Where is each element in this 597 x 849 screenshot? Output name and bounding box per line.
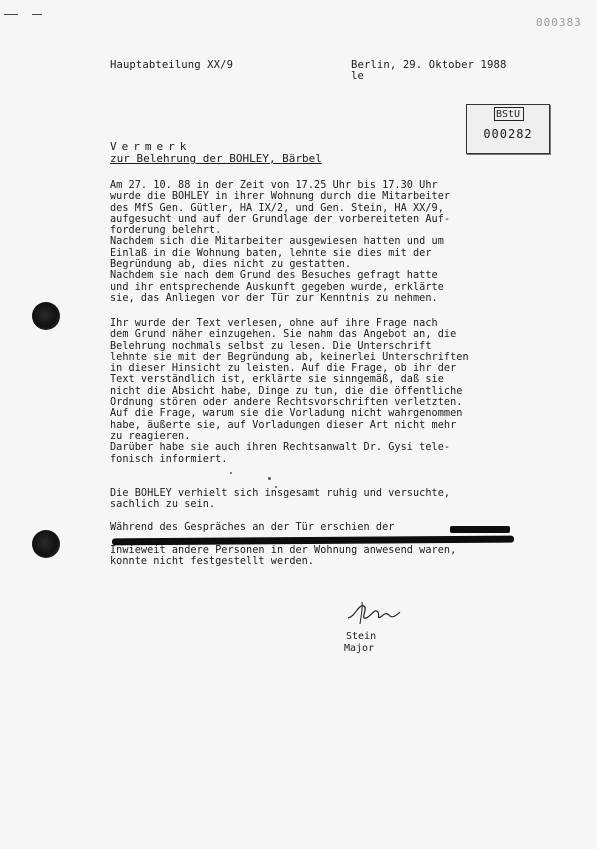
- text-line: Text verständlich ist, erklärte sie sinngemäß, daß sie: [110, 374, 444, 386]
- text-line: nicht die Absicht habe, Dinge zu tun, die die öffentliche: [110, 385, 463, 397]
- stamp-label: BStU: [495, 109, 521, 120]
- stamp-number: 000282: [483, 127, 533, 141]
- text-line: Ordnung stören oder andere Rechtsvorschriften verletzten.: [110, 397, 463, 409]
- text-line: aufgesucht und auf der Grundlage der vorbereiteten Auf-: [110, 213, 451, 225]
- signer-block: [346, 631, 376, 655]
- text-line: Darüber habe sie auch ihren Rechtsanwalt Dr. Gysi tele-: [110, 442, 451, 454]
- text-line: in dieser Hinsicht zu leisten. Auf die Frage, ob ihr der: [110, 363, 457, 375]
- text-line: Am 27. 10. 88 in der Zeit von 17.25 Uhr bis 17.30 Uhr: [110, 180, 438, 191]
- text-line: forderung belehrt.: [110, 225, 222, 237]
- text-line: sachlich zu sein.: [110, 499, 216, 511]
- scan-speck: [275, 486, 277, 488]
- text-line: zu reagieren.: [110, 430, 191, 442]
- text-line: wurde die BOHLEY in ihrer Wohnung durch die Mitarbeiter: [110, 191, 451, 203]
- text-line: Nachdem sie nach dem Grund des Besuches gefragt hatte: [110, 270, 438, 282]
- paragraph-1: [110, 180, 450, 304]
- archive-stamp: [466, 104, 550, 154]
- text-line: Begründung ab, dies nicht zu gestatten.: [110, 259, 352, 271]
- text-line: Nachdem sich die Mitarbeiter ausgewiesen hatten und um: [110, 236, 444, 248]
- text-line: Ihr wurde der Text verlesen, ohne auf ihre Frage nach: [110, 318, 438, 329]
- text-line: Inwieweit andere Personen in der Wohnung anwesend waren,: [110, 544, 457, 556]
- text-line: Auf die Frage, warum sie die Vorladung nicht wahrgenommen: [110, 408, 463, 420]
- signer-rank: Major: [344, 643, 375, 654]
- place-date: Berlin, 29. Oktober 1988: [351, 59, 507, 71]
- paragraph-3: [110, 488, 450, 511]
- text-line: Die BOHLEY verhielt sich insgesamt ruhig und versuchte,: [110, 488, 451, 499]
- text-line: dem Grund näher einzugehen. Sie nahm das Angebot an, die: [110, 329, 457, 341]
- text-line: Während des Gespräches an der Tür erschien der: [110, 522, 395, 533]
- text-line: habe, äußerte sie, auf Vorladungen dieser Art nicht mehr: [110, 419, 457, 431]
- signature-scribble: [344, 598, 402, 628]
- text-line: und ihr entsprechende Auskunft gegeben wurde, erklärte: [110, 281, 444, 293]
- page-number: 000383: [536, 16, 582, 29]
- text-line: konnte nicht festgestellt werden.: [110, 555, 315, 567]
- department-label: Hauptabteilung XX/9: [110, 59, 234, 71]
- text-line: lehnte sie mit der Begründung ab, keinerlei Unterschriften: [110, 351, 469, 363]
- scan-mark: [32, 14, 42, 15]
- text-line: fonisch informiert.: [110, 453, 228, 465]
- text-line: des MfS Gen. Gütler, HA IX/2, und Gen. Stein, HA XX/9,: [110, 202, 444, 214]
- scan-speck: [230, 472, 232, 474]
- scan-mark: [4, 14, 18, 15]
- initials: le: [351, 70, 364, 82]
- text-line: Einlaß in die Wohnung baten, lehnte sie dies mit der: [110, 247, 432, 259]
- text-line: sie, das Anliegen vor der Tür zur Kenntnis zu nehmen.: [110, 292, 438, 304]
- document-subject: zur Belehrung der BOHLEY, Bärbel: [110, 152, 322, 165]
- redaction-bar: [450, 526, 510, 533]
- document-title: Vermerk: [110, 140, 192, 153]
- text-line: Belehrung nochmals selbst zu lesen. Die Unterschrift: [110, 340, 432, 352]
- punch-hole: [32, 302, 60, 330]
- paragraph-2: [110, 318, 469, 465]
- punch-hole: [32, 530, 60, 558]
- scan-speck: [268, 477, 271, 480]
- signer-name: Stein: [346, 631, 377, 642]
